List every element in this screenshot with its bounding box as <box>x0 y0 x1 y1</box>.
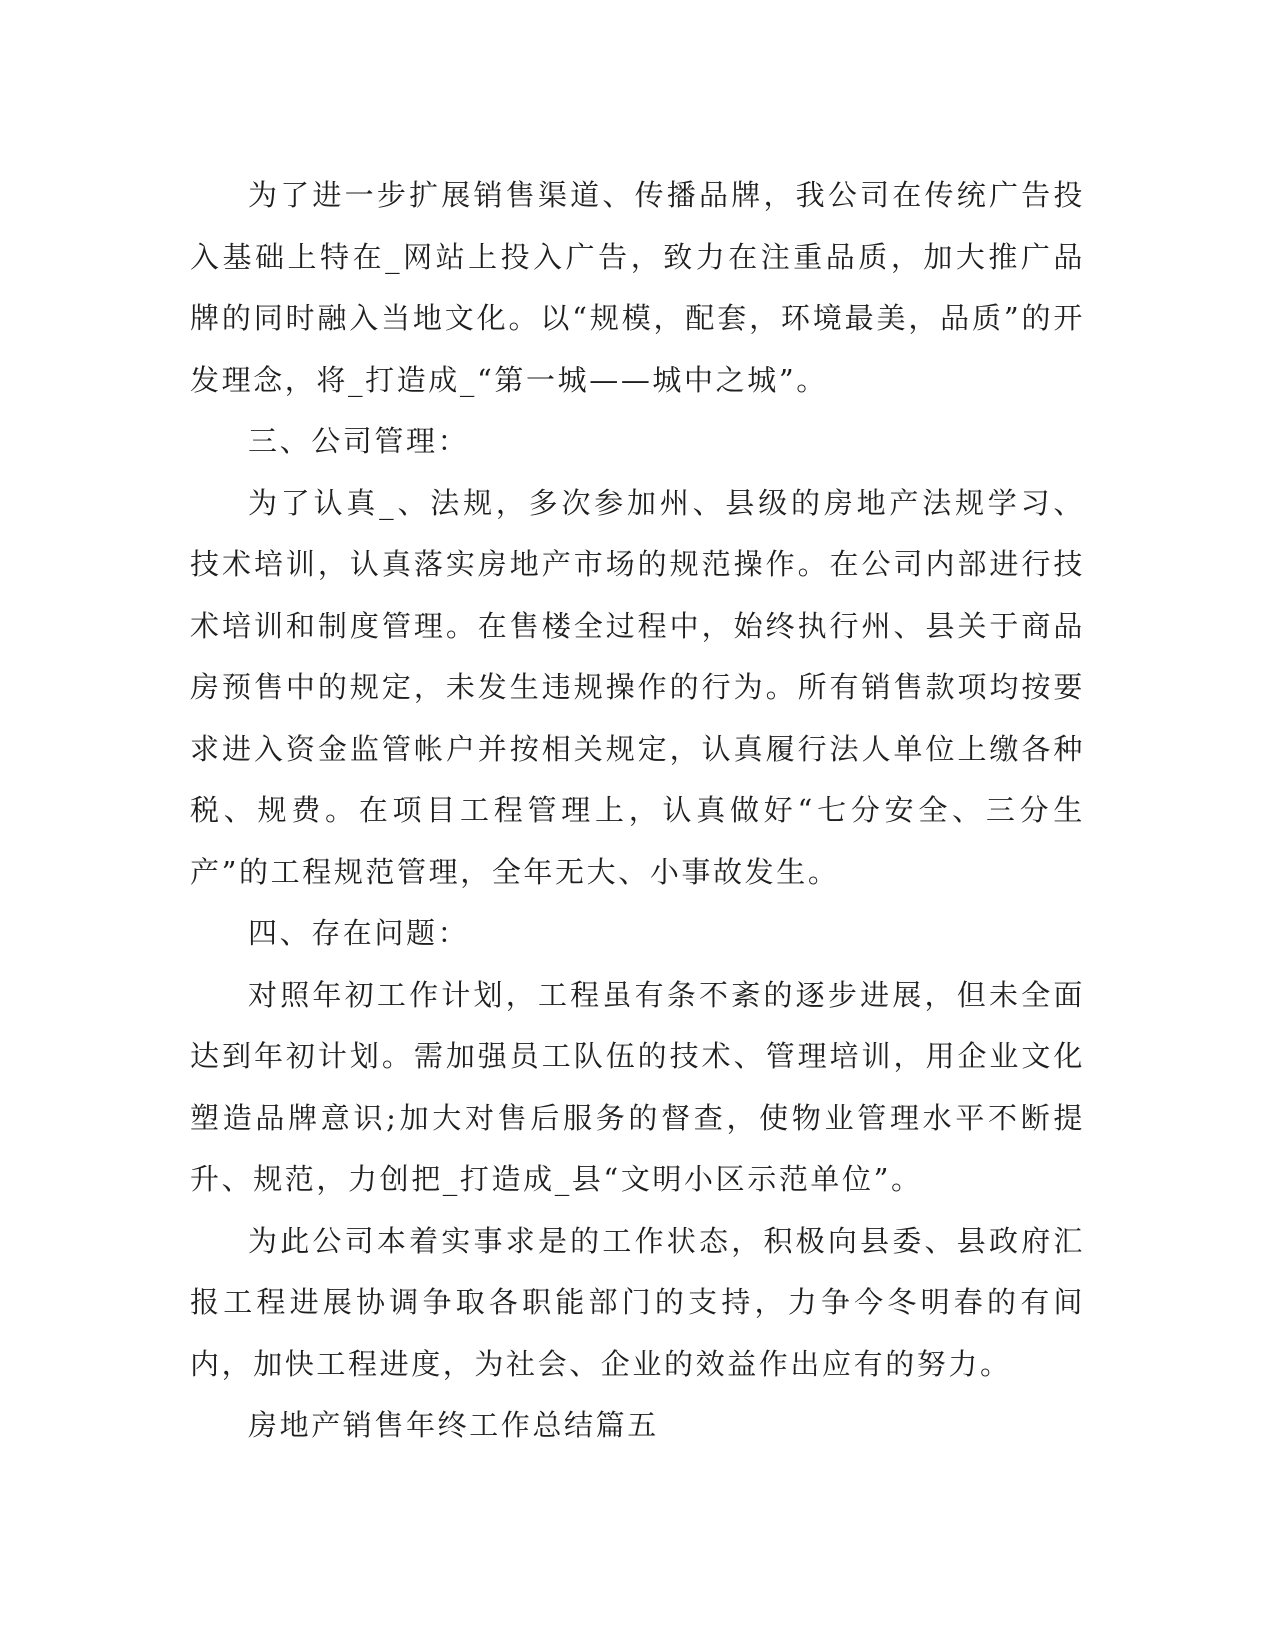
paragraph-existing-problems: 对照年初工作计划，工程虽有条不紊的逐步进展，但未全面达到年初计划。需加强员工队伍的技术、管理培训，用企业文化塑造品牌意识;加大对售后服务的督查，使物业管理水平不断提升、规范，力创把_打造成_县“文明小区示范单位”。 <box>190 977 1085 1196</box>
next-article-title: 房地产销售年终工作总结篇五 <box>248 1408 659 1442</box>
paragraph-company-management: 为了认真_、法规，多次参加州、县级的房地产法规学习、技术培训，认真落实房地产市场的规范操作。在公司内部进行技术培训和制度管理。在售楼全过程中，始终执行州、县关于商品房预售中的规定，未发生违规操作的行为。所有销售款项均按要求进入资金监管帐户并按相关规定，认真履行法人单位上缴各种税、规费。在项目工程管理上，认真做好“七分安全、三分生产”的工程规范管理，全年无大、小事故发生。 <box>190 485 1085 889</box>
paragraph-conclusion: 为此公司本着实事求是的工作状态，积极向县委、县政府汇报工程进展协调争取各职能部门的支持，力争今冬明春的有间内，加快工程进度，为社会、企业的效益作出应有的努力。 <box>190 1223 1085 1381</box>
paragraph-sales-channels: 为了进一步扩展销售渠道、传播品牌，我公司在传统广告投入基础上特在_网站上投入广告，致力在注重品质，加大推广品牌的同时融入当地文化。以“规模，配套，环境最美，品质”的开发理念，将_打造成_“第一城——城中之城”。 <box>190 178 1085 397</box>
section-heading-company-management: 三、公司管理： <box>248 424 470 458</box>
document-body <box>190 165 1085 1457</box>
section-heading-existing-problems: 四、存在问题： <box>248 916 470 950</box>
